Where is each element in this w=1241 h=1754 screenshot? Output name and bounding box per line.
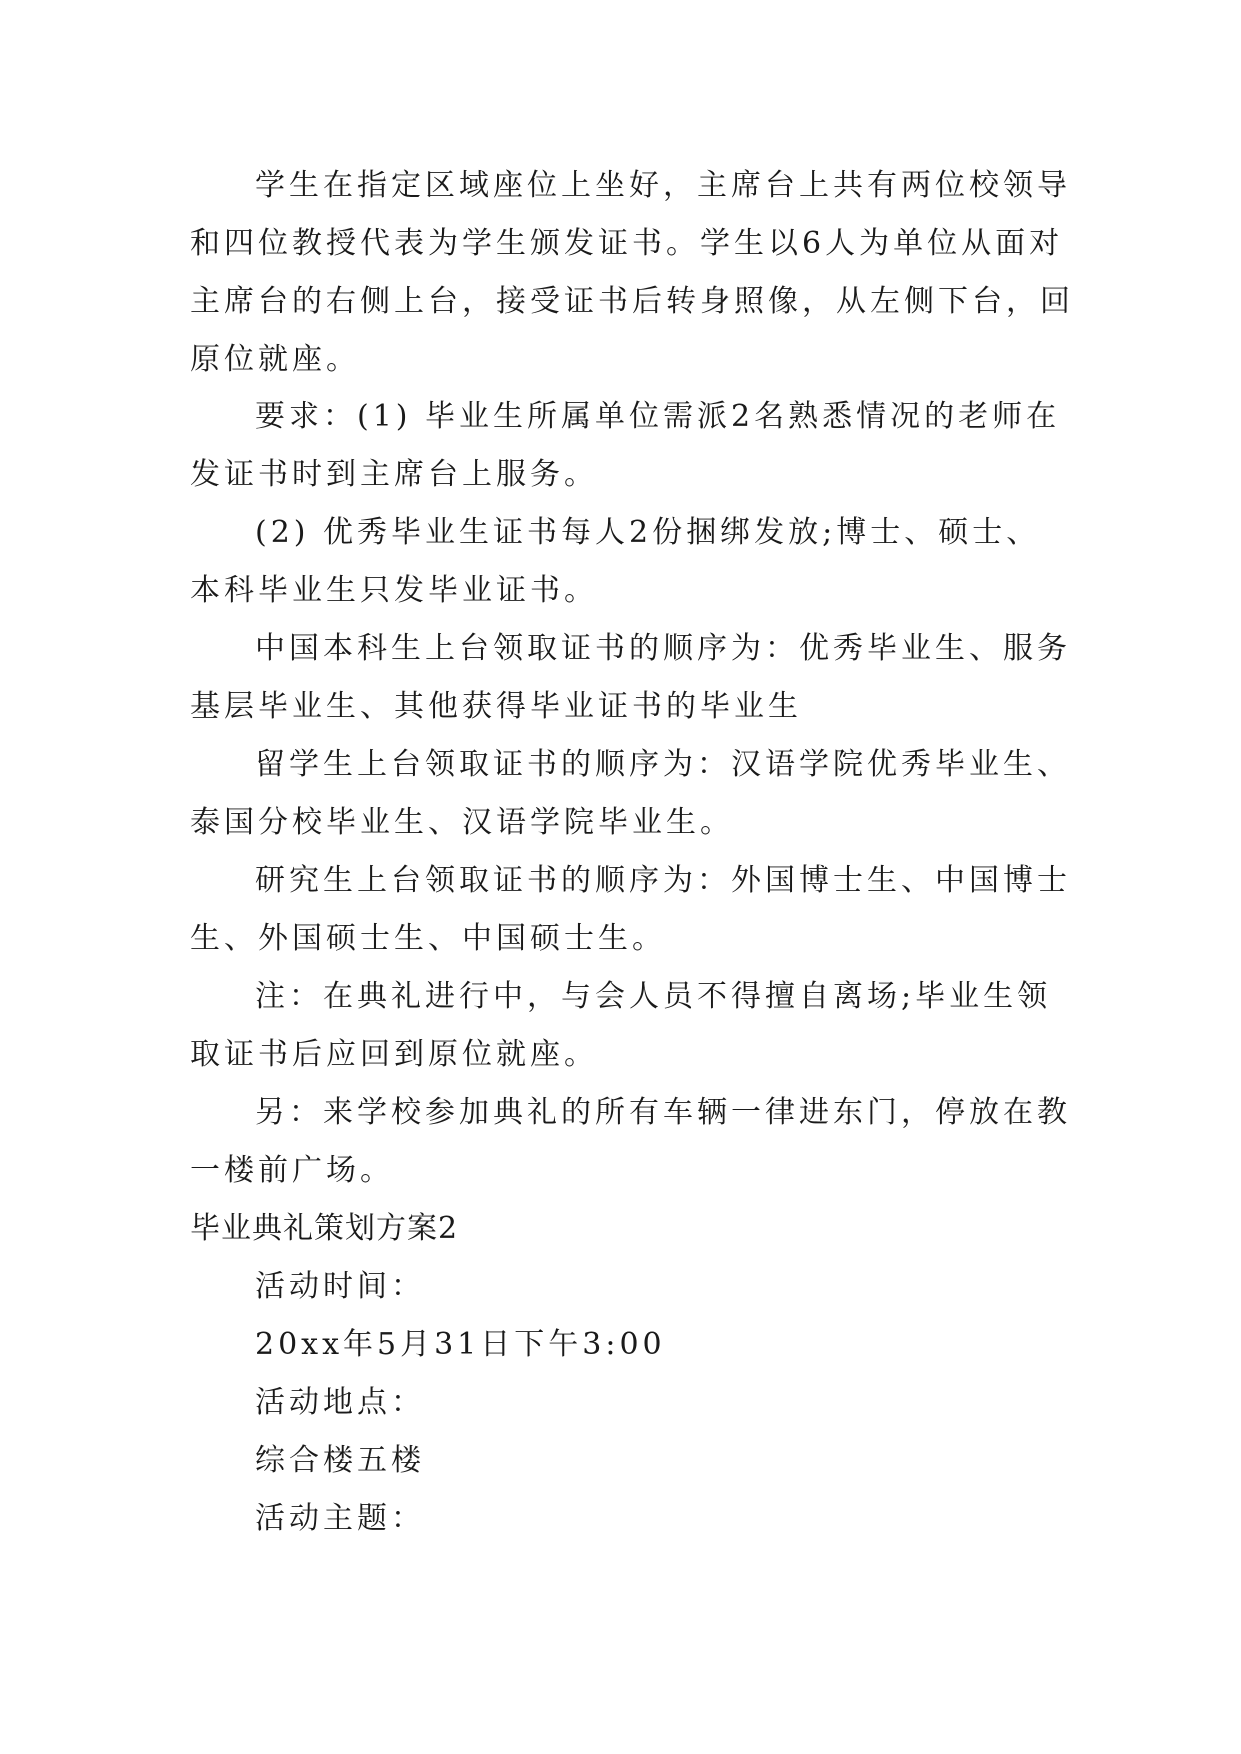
paragraph-line: 研究生上台领取证书的顺序为：外国博士生、中国博士 [255,863,1071,898]
paragraph-line: 中国本科生上台领取证书的顺序为：优秀毕业生、服务 [255,631,1071,666]
section-heading: 毕业典礼策划方案2 [190,1211,459,1246]
field-label: 活动时间： [255,1269,425,1304]
paragraph-line: 基层毕业生、其他获得毕业证书的毕业生 [190,689,802,724]
paragraph-line: (2) 优秀毕业生证书每人2份捆绑发放;博士、硕士、 [255,515,1041,550]
paragraph-line: 和四位教授代表为学生颁发证书。学生以6人为单位从面对 [190,226,1064,261]
paragraph-line: 留学生上台领取证书的顺序为：汉语学院优秀毕业生、 [255,747,1071,782]
paragraph-line: 学生在指定区域座位上坐好，主席台上共有两位校领导 [255,168,1071,203]
paragraph-line: 注：在典礼进行中，与会人员不得擅自离场;毕业生领 [255,979,1052,1014]
paragraph-line: 取证书后应回到原位就座。 [190,1037,598,1072]
paragraph-line: 主席台的右侧上台，接受证书后转身照像，从左侧下台，回 [190,284,1074,319]
field-label: 活动地点： [255,1385,425,1420]
paragraph-line: 原位就座。 [190,342,360,377]
paragraph-line: 一楼前广场。 [190,1153,394,1188]
paragraph-line: 泰国分校毕业生、汉语学院毕业生。 [190,805,734,840]
paragraph-line: 另：来学校参加典礼的所有车辆一律进东门，停放在教 [255,1095,1071,1130]
paragraph-line: 要求：(1) 毕业生所属单位需派2名熟悉情况的老师在 [255,399,1061,434]
paragraph-line: 本科毕业生只发毕业证书。 [190,573,598,608]
paragraph-line: 发证书时到主席台上服务。 [190,457,598,492]
paragraph-line: 生、外国硕士生、中国硕士生。 [190,921,666,956]
field-label: 活动主题： [255,1501,425,1536]
field-value: 20xx年5月31日下午3:00 [255,1327,666,1362]
field-value: 综合楼五楼 [255,1443,425,1478]
